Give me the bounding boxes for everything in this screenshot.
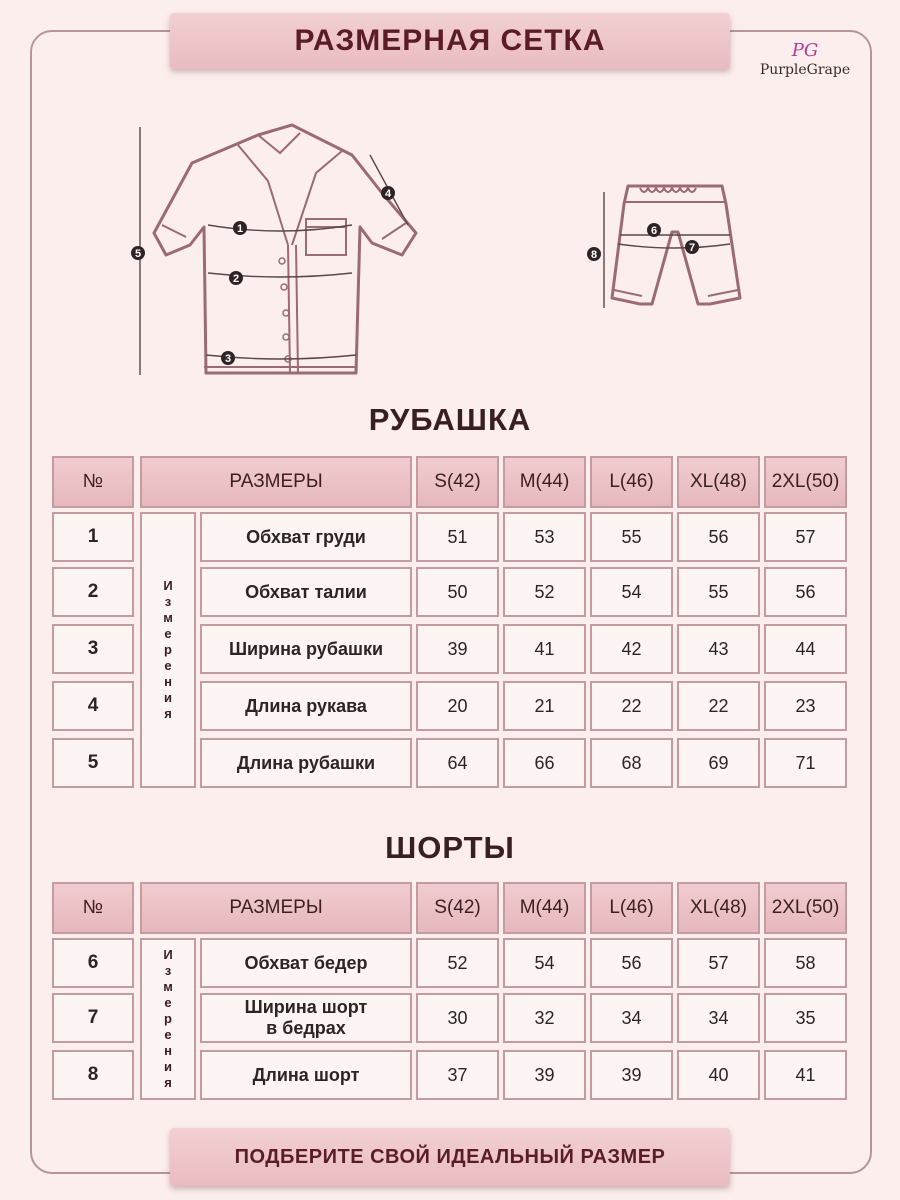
table-cell-value: 22 bbox=[590, 681, 673, 731]
measurements-label-char: з bbox=[164, 963, 172, 978]
measurement-name: Длина шорт bbox=[200, 1050, 412, 1100]
measurements-label-char: е bbox=[164, 658, 172, 673]
table-cell-value: 32 bbox=[503, 993, 586, 1043]
table-cell-value: 71 bbox=[764, 738, 847, 788]
row-number: 2 bbox=[52, 567, 134, 617]
table-cell-value: 56 bbox=[764, 567, 847, 617]
size-column-header: L(46) bbox=[590, 456, 673, 508]
row-number: 6 bbox=[52, 938, 134, 988]
shirt-section-title: РУБАШКА bbox=[368, 402, 532, 437]
measurements-label-char: е bbox=[164, 1027, 172, 1042]
size-column-header: M(44) bbox=[503, 456, 586, 508]
measurements-label-char: е bbox=[164, 995, 172, 1010]
table-cell-value: 66 bbox=[503, 738, 586, 788]
row-number: 5 bbox=[52, 738, 134, 788]
number-header: № bbox=[52, 456, 134, 508]
row-number: 1 bbox=[52, 512, 134, 562]
measurements-label-char: р bbox=[164, 642, 172, 657]
table-cell-value: 40 bbox=[677, 1050, 760, 1100]
row-number: 8 bbox=[52, 1050, 134, 1100]
measurements-label-char: и bbox=[164, 690, 172, 705]
shirt-markers bbox=[131, 186, 395, 365]
size-column-header: M(44) bbox=[503, 882, 586, 934]
measurements-label-char: И bbox=[163, 947, 173, 962]
table-cell-value: 39 bbox=[503, 1050, 586, 1100]
table-cell-value: 41 bbox=[503, 624, 586, 674]
measurements-label-char: н bbox=[164, 1043, 172, 1058]
measurements-label bbox=[140, 938, 196, 1100]
sizes-header: РАЗМЕРЫ bbox=[140, 882, 412, 934]
measurements-label-char: м bbox=[163, 610, 173, 625]
table-cell-value: 39 bbox=[590, 1050, 673, 1100]
footer-cta: ПОДБЕРИТЕ СВОЙ ИДЕАЛЬНЫЙ РАЗМЕР bbox=[170, 1128, 730, 1186]
table-cell-value: 20 bbox=[416, 681, 499, 731]
size-column-header: 2XL(50) bbox=[764, 882, 847, 934]
table-cell-value: 69 bbox=[677, 738, 760, 788]
shirt-diagram bbox=[120, 115, 430, 390]
measurements-label-char: я bbox=[164, 706, 172, 721]
table-cell-value: 34 bbox=[677, 993, 760, 1043]
table-cell-value: 55 bbox=[590, 512, 673, 562]
table-cell-value: 68 bbox=[590, 738, 673, 788]
table-cell-value: 58 bbox=[764, 938, 847, 988]
table-cell-value: 57 bbox=[764, 512, 847, 562]
measurement-name: Обхват талии bbox=[200, 567, 412, 617]
measurement-name: Обхват груди bbox=[200, 512, 412, 562]
table-cell-value: 56 bbox=[677, 512, 760, 562]
shirt-outline bbox=[154, 125, 416, 373]
size-column-header: XL(48) bbox=[677, 456, 760, 508]
brand-name: PurpleGrape bbox=[759, 62, 851, 78]
table-cell-value: 44 bbox=[764, 624, 847, 674]
size-column-header: XL(48) bbox=[677, 882, 760, 934]
size-column-header: L(46) bbox=[590, 882, 673, 934]
shirt-measure-lines bbox=[140, 127, 408, 375]
measurements-label-char: р bbox=[164, 1011, 172, 1026]
table-cell-value: 30 bbox=[416, 993, 499, 1043]
table-cell-value: 52 bbox=[503, 567, 586, 617]
table-cell-value: 55 bbox=[677, 567, 760, 617]
measurements-label bbox=[140, 512, 196, 788]
table-cell-value: 21 bbox=[503, 681, 586, 731]
table-cell-value: 54 bbox=[503, 938, 586, 988]
marker-4: 4 bbox=[384, 188, 392, 200]
measurement-name: Обхват бедер bbox=[200, 938, 412, 988]
measurement-name: Ширина рубашки bbox=[200, 624, 412, 674]
row-number: 3 bbox=[52, 624, 134, 674]
marker-2: 2 bbox=[232, 273, 240, 285]
marker-5: 5 bbox=[134, 248, 142, 260]
number-header: № bbox=[52, 882, 134, 934]
measurements-label-char: н bbox=[164, 674, 172, 689]
marker-1: 1 bbox=[236, 223, 244, 235]
sizes-header: РАЗМЕРЫ bbox=[140, 456, 412, 508]
table-cell-value: 39 bbox=[416, 624, 499, 674]
measurement-name: Длина рукава bbox=[200, 681, 412, 731]
marker-3: 3 bbox=[224, 353, 232, 365]
page-title: РАЗМЕРНАЯ СЕТКА bbox=[170, 13, 730, 69]
marker-7: 7 bbox=[688, 242, 696, 254]
table-cell-value: 54 bbox=[590, 567, 673, 617]
row-number: 7 bbox=[52, 993, 134, 1043]
size-column-header: S(42) bbox=[416, 456, 499, 508]
shorts-section-title: ШОРТЫ bbox=[385, 830, 515, 865]
table-cell-value: 34 bbox=[590, 993, 673, 1043]
measurement-name: Длина рубашки bbox=[200, 738, 412, 788]
size-column-header: S(42) bbox=[416, 882, 499, 934]
marker-8: 8 bbox=[590, 249, 598, 261]
table-cell-value: 37 bbox=[416, 1050, 499, 1100]
table-cell-value: 53 bbox=[503, 512, 586, 562]
table-cell-value: 42 bbox=[590, 624, 673, 674]
table-cell-value: 64 bbox=[416, 738, 499, 788]
size-column-header: 2XL(50) bbox=[764, 456, 847, 508]
table-cell-value: 57 bbox=[677, 938, 760, 988]
table-cell-value: 23 bbox=[764, 681, 847, 731]
table-cell-value: 22 bbox=[677, 681, 760, 731]
shorts-diagram bbox=[580, 180, 750, 320]
table-cell-value: 41 bbox=[764, 1050, 847, 1100]
table-cell-value: 35 bbox=[764, 993, 847, 1043]
table-cell-value: 51 bbox=[416, 512, 499, 562]
table-cell-value: 56 bbox=[590, 938, 673, 988]
measurement-name: Ширина шорт в бедрах bbox=[200, 993, 412, 1043]
measurements-label-char: и bbox=[164, 1059, 172, 1074]
table-cell-value: 52 bbox=[416, 938, 499, 988]
marker-6: 6 bbox=[650, 225, 658, 237]
brand-logo bbox=[752, 42, 858, 78]
measurements-label-char: И bbox=[163, 578, 173, 593]
row-number: 4 bbox=[52, 681, 134, 731]
brand-mark: PG bbox=[791, 40, 819, 61]
table-cell-value: 50 bbox=[416, 567, 499, 617]
table-cell-value: 43 bbox=[677, 624, 760, 674]
measurements-label-char: е bbox=[164, 626, 172, 641]
measurements-label-char: м bbox=[163, 979, 173, 994]
measurements-label-char: з bbox=[164, 594, 172, 609]
measurements-label-char: я bbox=[164, 1075, 172, 1090]
